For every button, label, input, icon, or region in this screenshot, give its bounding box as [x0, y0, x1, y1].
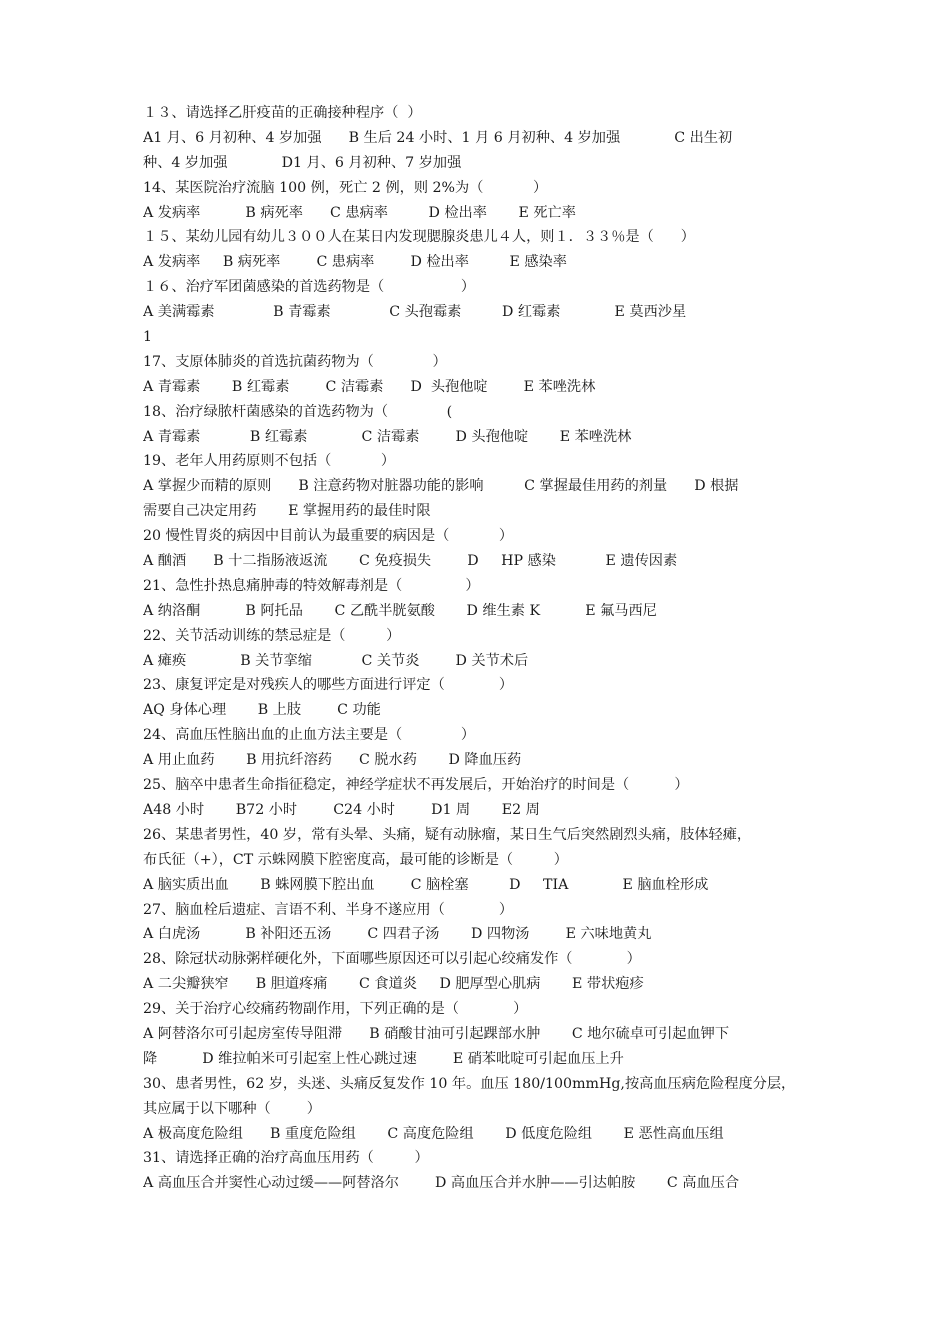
- q15-question: １５、某幼儿园有幼儿３００人在某日内发现腮腺炎患儿４人，则１．３３％是（ ）: [143, 229, 695, 246]
- question-text-block: [143, 101, 813, 1196]
- q26-question-line-1: 26、某患者男性，40 岁，常有头晕、头痛，疑有动脉瘤，某日生气后突然剧烈头痛，肢体轻瘫，: [143, 826, 752, 843]
- q19-question: 19、老年人用药原则不包括（ ）: [143, 453, 396, 470]
- q24-options: A 用止血药 B 用抗纤溶药 C 脱水药 D 降血压药: [143, 752, 522, 769]
- q15-options: A 发病率 B 病死率 C 患病率 D 检出率 E 感染率: [143, 254, 567, 271]
- q20-options: A 酗酒 B 十二指肠液返流 C 免疫损失 D HP 感染 E 遗传因素: [143, 553, 678, 570]
- q24-question: 24、高血压性脑出血的止血方法主要是（ ）: [143, 727, 476, 744]
- q21-question: 21、急性扑热息痛肿毒的特效解毒剂是（ ）: [143, 577, 480, 594]
- q23-question: 23、康复评定是对残疾人的哪些方面进行评定（ ）: [143, 677, 514, 694]
- q22-question: 22、关节活动训练的禁忌症是（ ）: [143, 627, 401, 644]
- q13-options-line-2: 种、4 岁加强 D1 月、6 月初种、7 岁加强: [143, 154, 462, 171]
- q13-options-line-1: A1 月、6 月初种、4 岁加强 B 生后 24 小时、1 月 6 月初种、4 岁加强 C 出生初: [143, 129, 733, 146]
- q14-question: 14、某医院治疗流脑 100 例，死亡 2 例，则 2%为（ ）: [143, 179, 548, 196]
- q19-options-line-2: 需要自己决定用药 E 掌握用药的最佳时限: [143, 503, 431, 520]
- q29-question: 29、关于治疗心绞痛药物副作用，下列正确的是（ ）: [143, 1001, 528, 1018]
- q29-options-line-1: A 阿替洛尔可引起房室传导阻滞 B 硝酸甘油可引起踝部水肿 C 地尔硫卓可引起血钾下: [143, 1025, 730, 1042]
- q23-options: AQ 身体心理 B 上肢 C 功能: [143, 702, 381, 719]
- q16-question: １６、治疗军团菌感染的首选药物是（ ）: [143, 279, 476, 296]
- q30-question-line-2: 其应属于以下哪种（ ）: [143, 1100, 321, 1117]
- q20-question: 20 慢性胃炎的病因中目前认为最重要的病因是（ ）: [143, 528, 514, 545]
- q16-options: A 美满霉素 B 青霉素 C 头孢霉素 D 红霉素 E 莫西沙星: [143, 304, 687, 321]
- page-number: 1: [143, 329, 153, 346]
- q30-options: A 极高度危险组 B 重度危险组 C 高度危险组 D 低度危险组 E 恶性高血压组: [143, 1125, 724, 1142]
- q22-options: A 瘫痪 B 关节挛缩 C 关节炎 D 关节术后: [143, 652, 529, 669]
- q26-options: A 脑实质出血 B 蛛网膜下腔出血 C 脑栓塞 D TIA E 脑血栓形成: [143, 876, 709, 893]
- q28-options: A 二尖瓣狭窄 B 胆道疼痛 C 食道炎 D 肥厚型心肌病 E 带状疱疹: [143, 976, 644, 993]
- q18-options: A 青霉素 B 红霉素 C 洁霉素 D 头孢他啶 E 苯唑洗林: [143, 428, 632, 445]
- q19-options-line-1: A 掌握少而精的原则 B 注意药物对脏器功能的影响 C 掌握最佳用药的剂量 D 根据: [143, 478, 739, 495]
- q25-question: 25、脑卒中患者生命指征稳定，神经学症状不再发展后，开始治疗的时间是（ ）: [143, 777, 689, 794]
- q29-options-line-2: 降 D 维拉帕米可引起室上性心跳过速 E 硝苯吡啶可引起血压上升: [143, 1050, 624, 1067]
- q27-options: A 白虎汤 B 补阳还五汤 C 四君子汤 D 四物汤 E 六味地黄丸: [143, 926, 652, 943]
- q26-question-line-2: 布氏征（+），CT 示蛛网膜下腔密度高，最可能的诊断是（ ）: [143, 851, 568, 868]
- q21-options: A 纳洛酮 B 阿托品 C 乙酰半胱氨酸 D 维生素 K E 氟马西尼: [143, 602, 657, 619]
- q31-question: 31、请选择正确的治疗高血压用药（ ）: [143, 1150, 429, 1167]
- q31-options-line-1: A 高血压合并窦性心动过缓——阿替洛尔 D 高血压合并水肿——引达帕胺 C 高血压合: [143, 1175, 740, 1192]
- q30-question-line-1: 30、患者男性，62 岁，头迷、头痛反复发作 10 年。血压 180/100mmHg,按高血压病危险程度分层，: [143, 1075, 796, 1092]
- q25-options: A48 小时 B72 小时 C24 小时 D1 周 E2 周: [143, 801, 540, 818]
- q18-question: 18、治疗绿脓杆菌感染的首选药物为（ (: [143, 403, 453, 420]
- q14-options: A 发病率 B 病死率 C 患病率 D 检出率 E 死亡率: [143, 204, 576, 221]
- q17-options: A 青霉素 B 红霉素 C 洁霉素 D 头孢他啶 E 苯唑洗林: [143, 378, 596, 395]
- q13-question: １３、请选择乙肝疫苗的正确接种程序（ ）: [143, 105, 422, 121]
- q17-question: 17、支原体肺炎的首选抗菌药物为（ ）: [143, 353, 447, 370]
- q27-question: 27、脑血栓后遗症、言语不利、半身不遂应用（ ）: [143, 901, 514, 918]
- q28-question: 28、除冠状动脉粥样硬化外，下面哪些原因还可以引起心绞痛发作（ ）: [143, 951, 641, 968]
